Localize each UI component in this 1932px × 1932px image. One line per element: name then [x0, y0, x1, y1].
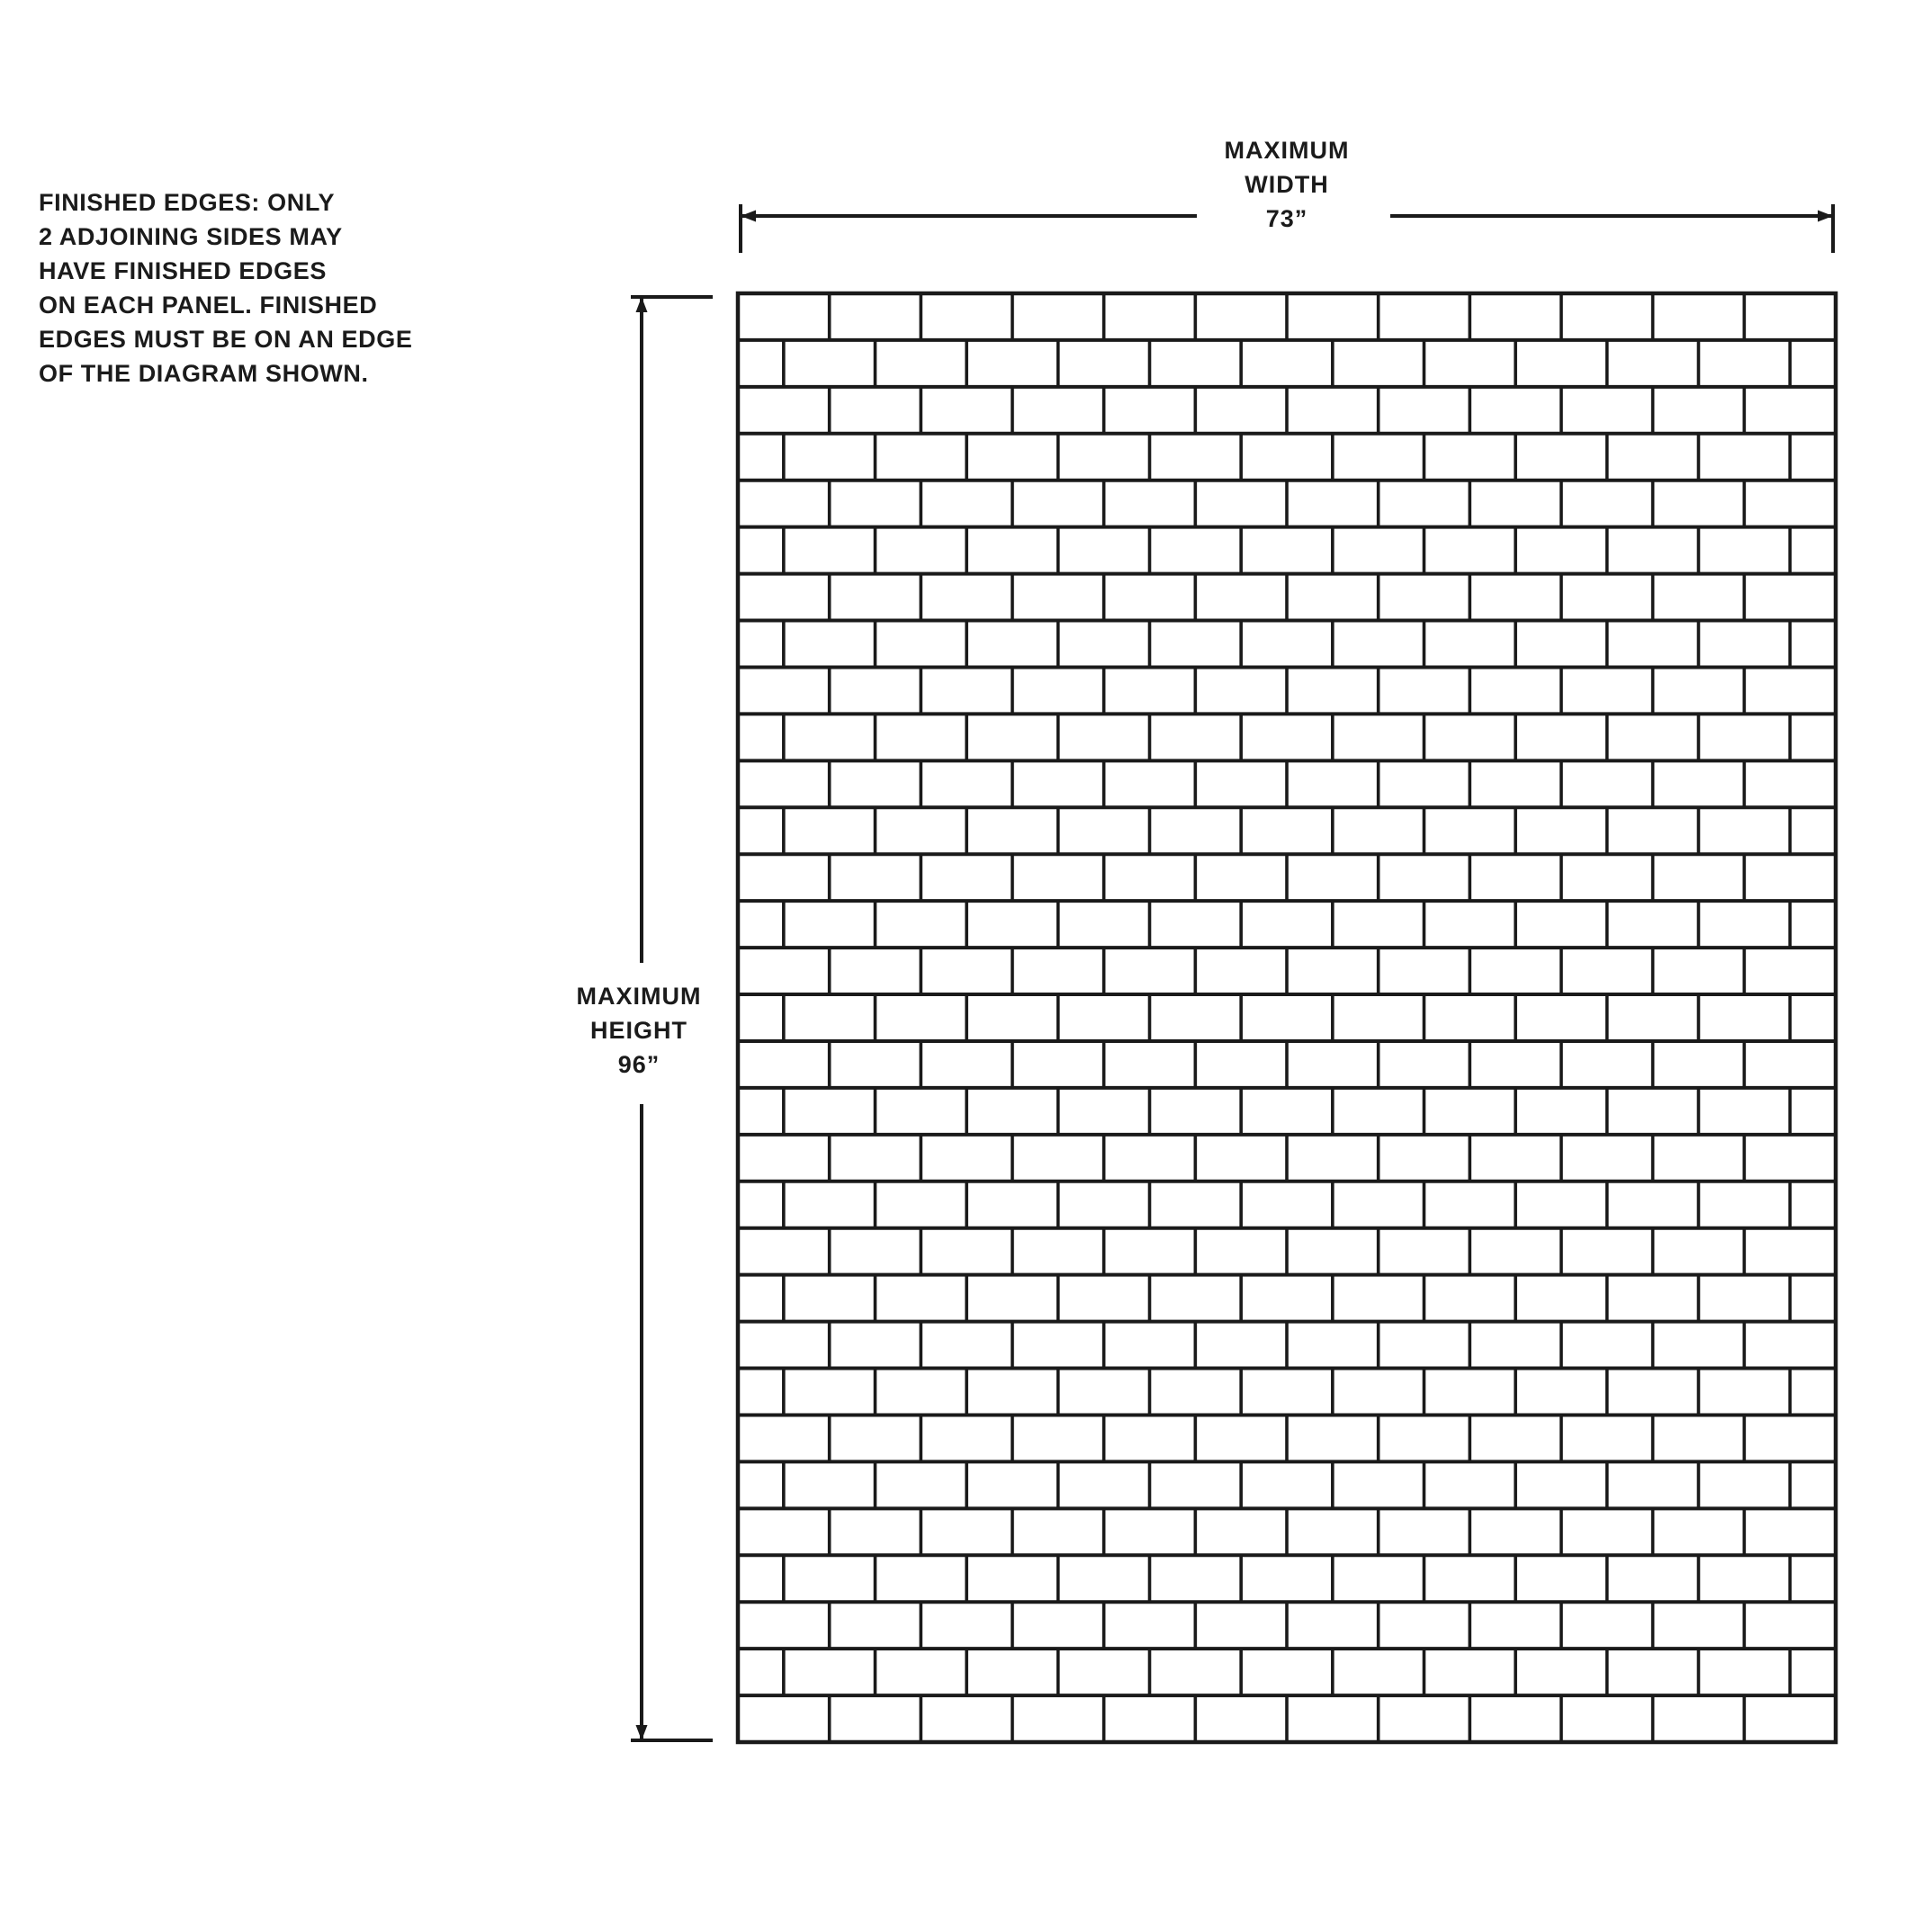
max-width-label-line: WIDTH	[1245, 171, 1329, 198]
note-line: 2 ADJOINING SIDES MAY	[39, 223, 343, 250]
max-width-label-value: 73”	[1265, 205, 1308, 232]
note-line: HAVE FINISHED EDGES	[39, 257, 327, 284]
max-height-label-line: HEIGHT	[589, 1017, 687, 1044]
note-line: EDGES MUST BE ON AN EDGE	[39, 326, 413, 353]
max-height-label	[504, 979, 774, 1082]
finished-edges-note	[39, 185, 412, 391]
max-width-label	[1152, 133, 1422, 236]
height-dimension-arrow	[636, 297, 648, 312]
note-line: ON EACH PANEL. FINISHED	[39, 292, 378, 319]
width-dimension-arrow	[741, 211, 756, 222]
note-line: FINISHED EDGES: ONLY	[39, 189, 336, 216]
max-height-label-value: 96”	[617, 1051, 660, 1078]
width-dimension-arrow	[1818, 211, 1833, 222]
max-height-label-line: MAXIMUM	[576, 983, 702, 1010]
note-line: OF THE DIAGRAM SHOWN.	[39, 360, 369, 387]
max-width-label-line: MAXIMUM	[1224, 137, 1350, 164]
height-dimension-arrow	[636, 1725, 648, 1740]
